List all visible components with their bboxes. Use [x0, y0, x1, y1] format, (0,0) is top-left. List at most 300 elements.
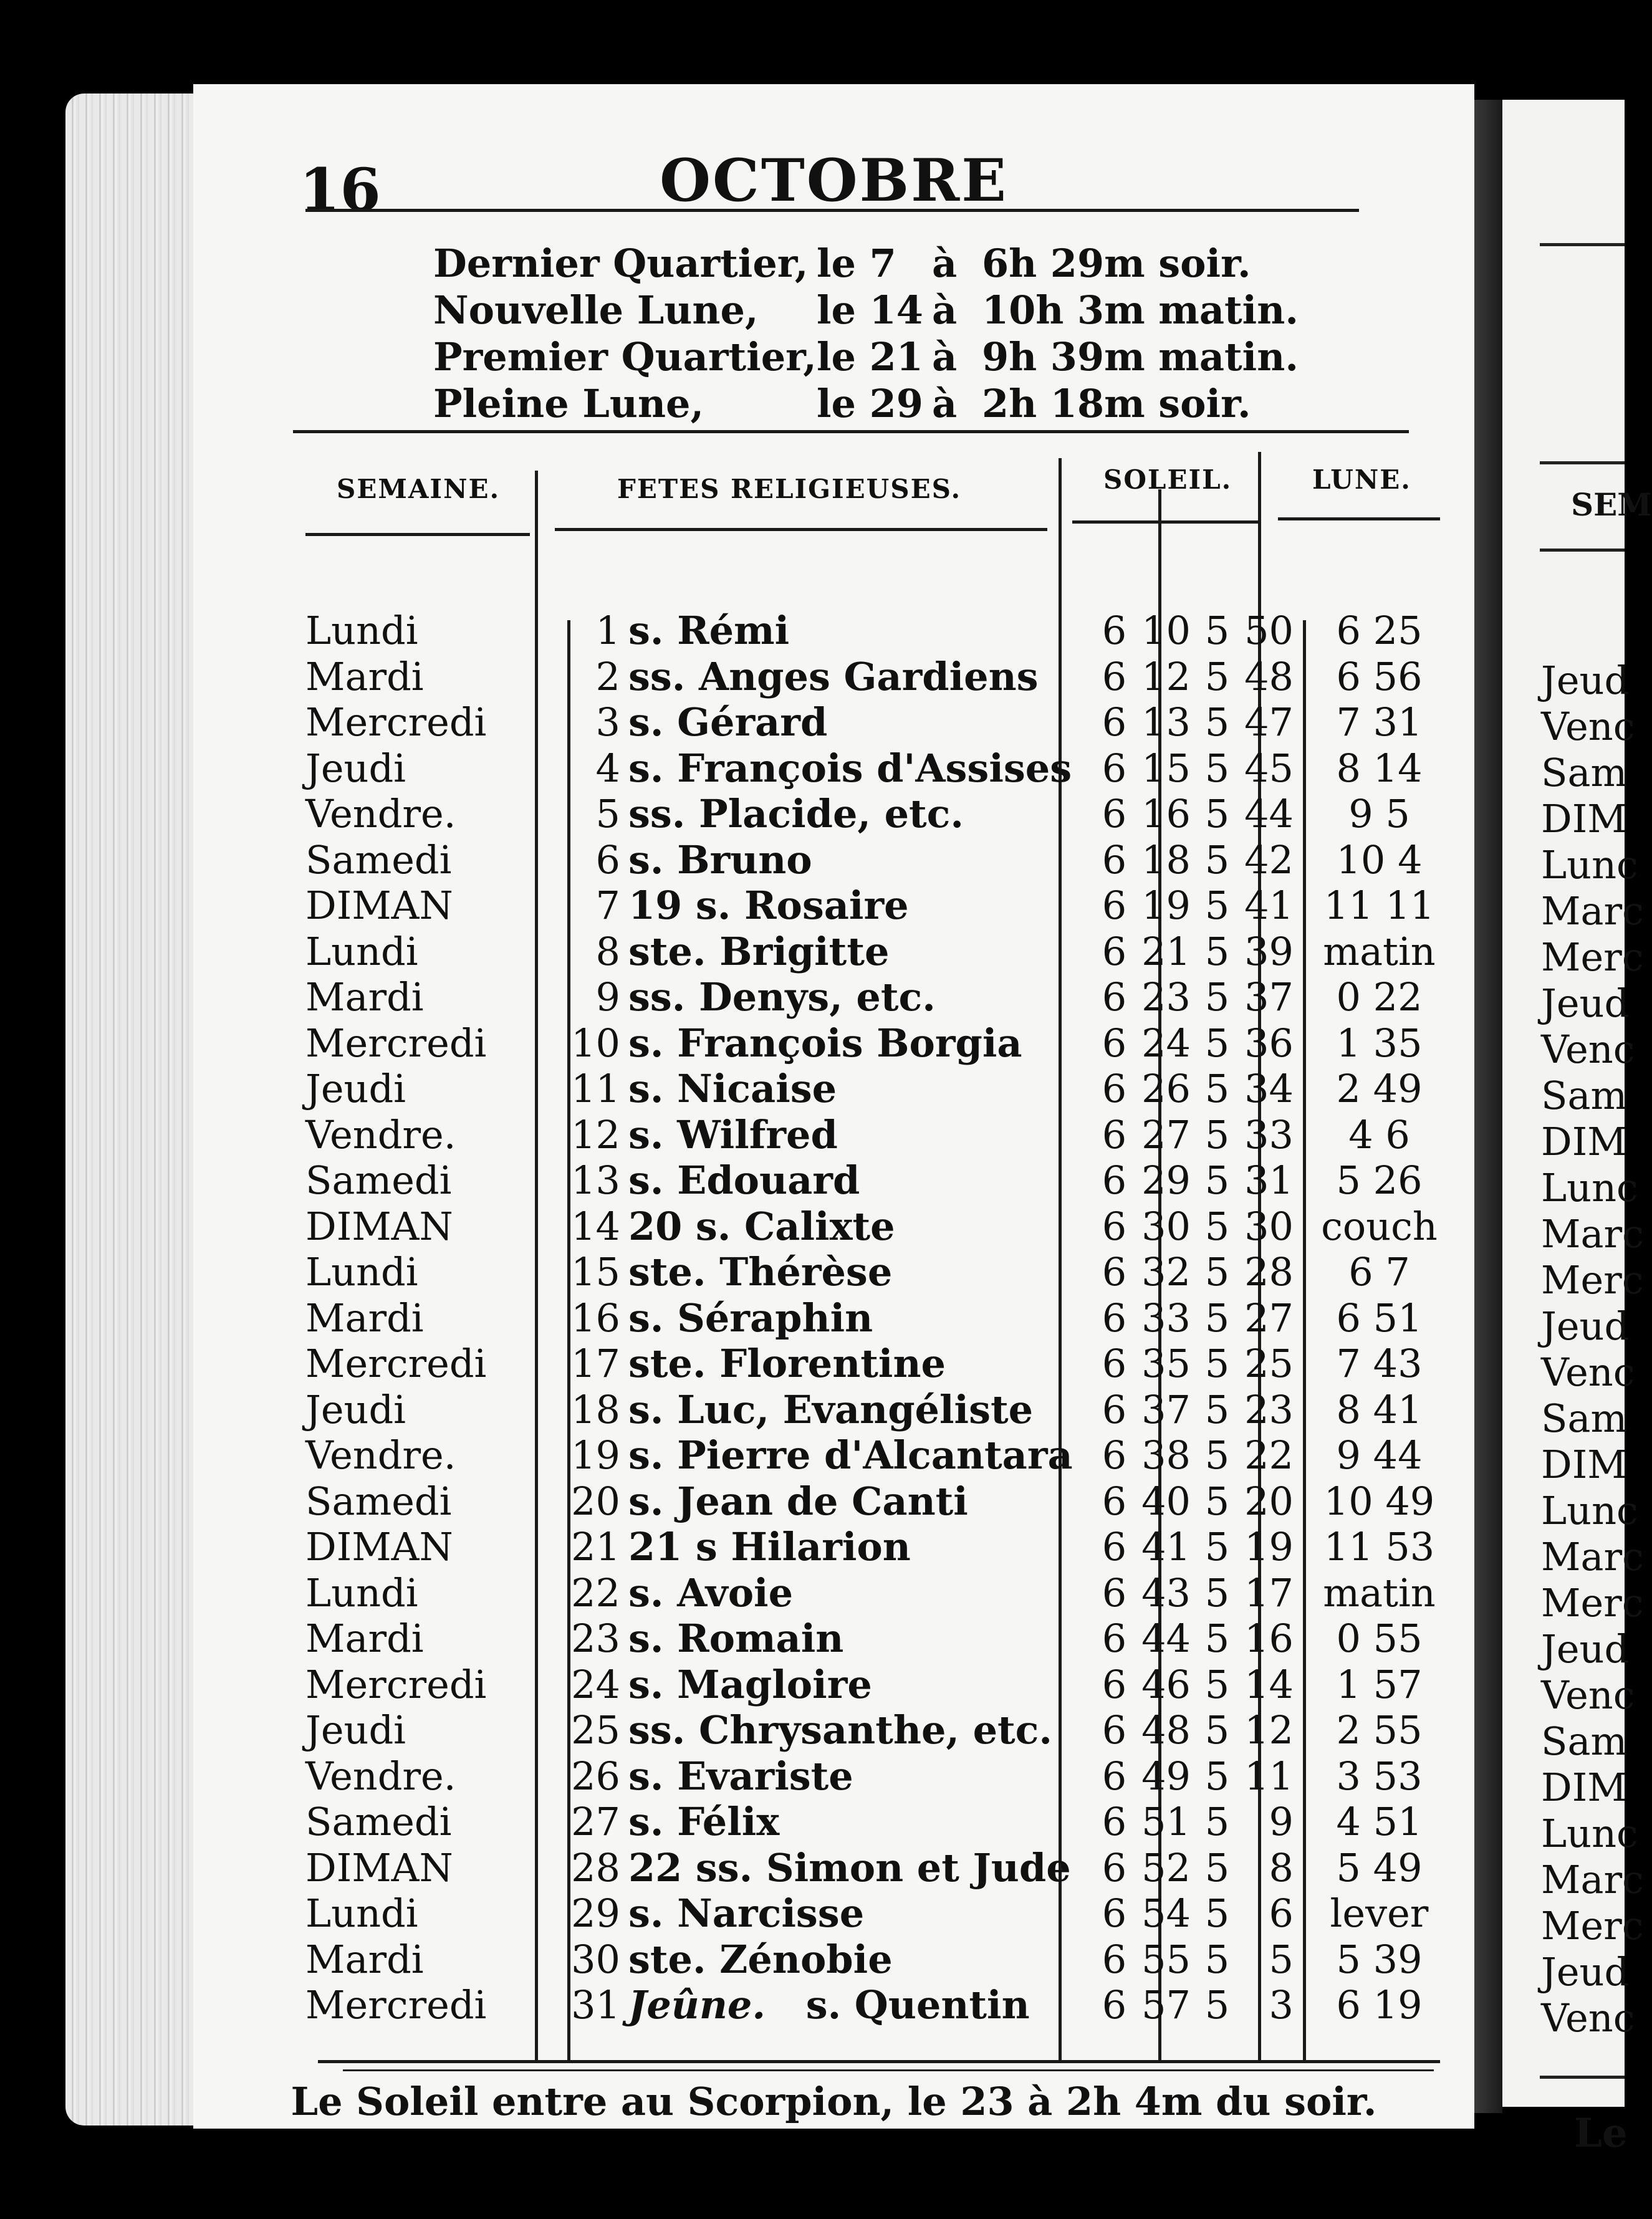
weekday-cell: Lundi [305, 928, 418, 974]
weekday-cell: Vendre. [305, 1111, 456, 1157]
date-cell: 2 [595, 653, 620, 699]
facing-day: Venc [1541, 1027, 1635, 1072]
facing-footer: Le [1574, 2110, 1628, 2157]
sunrise-minute-cell: 24 [1141, 1020, 1191, 1066]
moon-cell: 10 4 [1336, 836, 1423, 883]
moon-cell: 3 53 [1336, 1753, 1423, 1799]
table-row [305, 1799, 1453, 1845]
sunrise-minute-cell: 33 [1141, 1295, 1191, 1341]
facing-day: DIM [1541, 796, 1627, 841]
sunset-minute-cell: 25 [1244, 1341, 1294, 1386]
sunset-hour-cell: 5 [1204, 928, 1230, 974]
sunrise-hour-cell: 6 [1102, 1570, 1127, 1616]
date-cell: 13 [571, 1157, 620, 1203]
facing-day: Sam [1541, 1073, 1628, 1118]
facing-day: Merc [1541, 1257, 1644, 1303]
sunrise-hour-cell: 6 [1102, 1524, 1127, 1570]
date-cell: 28 [571, 1844, 620, 1891]
moon-cell: matin [1323, 928, 1436, 974]
sunrise-minute-cell: 19 [1141, 883, 1191, 928]
moon-cell: matin [1323, 1570, 1436, 1616]
sunset-hour-cell: 5 [1204, 974, 1230, 1020]
sunset-minute-cell: 3 [1269, 1982, 1294, 2028]
sunset-hour-cell: 5 [1204, 1066, 1230, 1111]
sunset-hour-cell: 5 [1204, 1524, 1230, 1570]
date-cell: 30 [571, 1936, 620, 1982]
sunrise-minute-cell: 32 [1141, 1249, 1191, 1295]
sunset-minute-cell: 37 [1244, 974, 1294, 1020]
moon-cell: 6 19 [1336, 1982, 1423, 2028]
date-cell: 26 [571, 1753, 620, 1799]
table-row [305, 837, 1453, 883]
sunset-minute-cell: 11 [1244, 1753, 1294, 1799]
feast-cell: s. Rémi [628, 608, 790, 653]
table-row [305, 699, 1453, 745]
sunset-hour-cell: 5 [1204, 1707, 1230, 1753]
weekday-cell: Mardi [305, 653, 424, 699]
facing-day: Sam [1541, 1718, 1628, 1764]
sunrise-hour-cell: 6 [1102, 1386, 1127, 1432]
feast-cell: s. Jean de Canti [628, 1478, 968, 1524]
sunset-minute-cell: 16 [1244, 1616, 1294, 1661]
table-row [305, 1937, 1453, 1983]
sunset-minute-cell: 30 [1244, 1203, 1294, 1249]
sunset-hour-cell: 5 [1204, 745, 1230, 791]
sunrise-minute-cell: 29 [1141, 1157, 1191, 1203]
sunrise-minute-cell: 26 [1141, 1066, 1191, 1111]
sunrise-minute-cell: 16 [1141, 791, 1191, 836]
date-cell: 11 [571, 1066, 620, 1111]
table-row [305, 1295, 1453, 1341]
moon-cell: 7 43 [1336, 1341, 1423, 1386]
feast-name: s. Quentin [805, 1982, 1030, 2028]
sunrise-minute-cell: 40 [1141, 1478, 1191, 1524]
header-lune: LUNE. [1312, 464, 1411, 495]
sunrise-hour-cell: 6 [1102, 1753, 1127, 1799]
weekday-cell: Vendre. [305, 791, 456, 836]
feast-cell: ss. Denys, etc. [628, 974, 936, 1020]
weekday-cell: DIMAN [305, 1524, 453, 1570]
table-row [305, 1524, 1453, 1570]
facing-day: DIM [1541, 1119, 1627, 1164]
sunrise-hour-cell: 6 [1102, 653, 1127, 699]
table-row [305, 1066, 1453, 1112]
table-row [305, 791, 1453, 837]
feast-cell: s. Gérard [628, 699, 828, 745]
sunrise-hour-cell: 6 [1102, 1249, 1127, 1295]
moon-cell: 6 7 [1348, 1249, 1410, 1295]
table-row [305, 1982, 1453, 2028]
moon-cell: 4 51 [1336, 1799, 1423, 1844]
facing-day: DIM [1541, 1442, 1627, 1487]
table-row [305, 1387, 1453, 1433]
facing-day: Merc [1541, 1580, 1644, 1626]
facing-page [1502, 100, 1652, 2157]
sunset-minute-cell: 50 [1244, 608, 1294, 653]
table-bottom-rule-2 [343, 2069, 1434, 2071]
sunrise-hour-cell: 6 [1102, 1936, 1127, 1982]
date-cell: 29 [571, 1891, 620, 1936]
facing-day: Jeud [1541, 1303, 1630, 1349]
date-cell: 9 [595, 974, 620, 1020]
facing-day: Merc [1541, 934, 1644, 980]
sunset-hour-cell: 5 [1204, 791, 1230, 836]
sunrise-minute-cell: 43 [1141, 1570, 1191, 1616]
moon-cell: 7 31 [1336, 699, 1423, 745]
weekday-cell: DIMAN [305, 1844, 453, 1891]
table-row [305, 929, 1453, 975]
table-bottom-rule [318, 2060, 1440, 2063]
header-rule-semaine [305, 533, 530, 536]
facing-day: Jeud [1541, 1949, 1630, 1995]
date-cell: 8 [595, 928, 620, 974]
table-row [305, 745, 1453, 792]
date-cell: 16 [571, 1295, 620, 1341]
sunrise-hour-cell: 6 [1102, 1844, 1127, 1891]
feast-cell: s. Luc, Evangéliste [628, 1386, 1034, 1432]
weekday-cell: Lundi [305, 1249, 418, 1295]
header-rule-lune [1278, 517, 1440, 520]
feast-cell: ste. Brigitte [628, 928, 890, 974]
sunset-hour-cell: 5 [1204, 1616, 1230, 1661]
month-title: OCTOBRE [660, 146, 1008, 215]
facing-day: Jeud [1541, 980, 1630, 1026]
sunrise-minute-cell: 10 [1141, 608, 1191, 653]
phases-rule [293, 430, 1409, 433]
sunrise-minute-cell: 55 [1141, 1936, 1191, 1982]
sunrise-minute-cell: 27 [1141, 1111, 1191, 1157]
sunset-hour-cell: 5 [1204, 1891, 1230, 1936]
sunrise-hour-cell: 6 [1102, 1478, 1127, 1524]
weekday-cell: DIMAN [305, 883, 453, 928]
sunset-minute-cell: 27 [1244, 1295, 1294, 1341]
feast-cell: s. François d'Assises [628, 745, 1072, 791]
table-row [305, 1249, 1453, 1295]
sunset-minute-cell: 12 [1244, 1707, 1294, 1753]
feast-cell: s. François Borgia [628, 1020, 1022, 1066]
feast-cell: s. Edouard [628, 1157, 860, 1203]
sunset-hour-cell: 5 [1204, 1753, 1230, 1799]
almanac-page: 16 OCTOBRE Dernier Quartier, le 7 à 6h 29m soir. Nouvelle Lune, le 14 à 10h 3m matin. Premier Quartier, le 21 à 9h 39m matin. Pleine Lune, le 29 à 2h 18m soir. SEMAINE. FETES RELIGIEUSES. SOLEIL. LUNE. Lundi 1 s. Rémi 6 10 5 50 6 25 Mardi 2 ss. Anges Gardiens 6 12 5 48 6 56 Mercredi 3 s. Gérard 6 13 5 47 7 31 Jeudi 4 s. François d'Assises 6 15 5 45 8 14 Vendre. 5 ss. Placide, etc. 6 16 5 44 9 5 Samedi 6 s. Bruno 6 18 5 42 10 4 DIMAN 7 19 s. Rosaire 6 19 5 41 11 11 Lundi 8 ste. Brigitte 6 21 5 39 matin Mardi 9 ss. Denys, etc. 6 23 5 37 0 22 Mercredi 10 s. François Borgia 6 24 5 36 1 35 Jeudi 11 s. Nicaise 6 26 5 34 2 49 Vendre. 12 s. Wilfred 6 27 5 33 4 6 Samedi 13 s. Edouard 6 29 5 31 5 26 DIMAN 14 20 s. Calixte 6 30 5 30 couch Lundi 15 ste. Thérèse 6 32 5 28 6 7 Mardi 16 s. Séraphin 6 33 5 27 6 51 Mercredi 17 ste. Florentine 6 35 5 25 7 43 Jeudi 18 s. Luc, Evangéliste 6 37 5 23 8 41 Vendre. 19 s. Pierre d'Alcantara 6 38 5 22 9 44 Samedi 20 s. Jean de Canti 6 40 5 20 10 49 DIMAN 21 21 s Hilarion 6 41 5 19 11 53 Lundi 22 s. Avoie 6 43 5 17 matin Mardi 23 s. Romain 6 44 5 16 0 55 Mercredi 24 s. Magloire 6 46 5 14 1 57 Jeudi 25 ss. Chrysanthe, etc. 6 48 5 12 2 55 Vendre. 26 s. Evariste 6 49 5 11 3 53 Samedi 27 s. Félix 6 51 5 9 4 51 DIMAN 28 22 ss. Simon et Jude 6 52 5 8 5 49 Lundi 29 s. Narcisse 6 54 5 6 lever Mardi 30 ste. Zénobie 6 55 5 5 5 39 Mercredi 31 Jeûne. s. Quentin 6 57 5 3 6 19 Le Soleil entre au Scorpion, le 23 à 2h 4m du soir. [193, 84, 1474, 2129]
weekday-cell: Mardi [305, 1295, 424, 1341]
date-cell: 3 [595, 699, 620, 745]
facing-day: Venc [1541, 1995, 1635, 2041]
sunrise-minute-cell: 30 [1141, 1203, 1191, 1249]
sunset-hour-cell: 5 [1204, 699, 1230, 745]
moon-cell: lever [1330, 1891, 1429, 1936]
table-row [305, 1570, 1453, 1616]
sunset-hour-cell: 5 [1204, 1341, 1230, 1386]
weekday-cell: Jeudi [305, 1066, 406, 1111]
sunset-minute-cell: 22 [1244, 1432, 1294, 1478]
sunset-hour-cell: 5 [1204, 1020, 1230, 1066]
sunset-minute-cell: 8 [1269, 1844, 1294, 1891]
date-cell: 7 [595, 883, 620, 928]
moon-cell: 2 49 [1336, 1066, 1423, 1111]
facing-day: Merc [1541, 1903, 1644, 1948]
table-row [305, 654, 1453, 700]
sunset-hour-cell: 5 [1204, 608, 1230, 653]
facing-day: Lunc [1541, 1811, 1638, 1856]
sunset-minute-cell: 19 [1244, 1524, 1294, 1570]
moon-cell: 10 49 [1323, 1478, 1435, 1524]
sunrise-hour-cell: 6 [1102, 1341, 1127, 1386]
sunrise-hour-cell: 6 [1102, 1295, 1127, 1341]
sunrise-minute-cell: 46 [1141, 1661, 1191, 1707]
weekday-cell: Samedi [305, 836, 452, 883]
facing-day: Marc [1541, 1857, 1644, 1902]
sunrise-hour-cell: 6 [1102, 974, 1127, 1020]
sunset-minute-cell: 34 [1244, 1066, 1294, 1111]
moon-cell: 9 44 [1336, 1432, 1423, 1478]
date-cell: 12 [571, 1111, 620, 1157]
header-rule-soleil [1072, 520, 1259, 524]
sunset-hour-cell: 5 [1204, 1570, 1230, 1616]
moon-cell: couch [1321, 1203, 1438, 1249]
moon-cell: 8 41 [1336, 1386, 1423, 1432]
sunset-minute-cell: 14 [1244, 1661, 1294, 1707]
facing-day: Lunc [1541, 1488, 1638, 1533]
sunset-minute-cell: 45 [1244, 745, 1294, 791]
weekday-cell: Jeudi [305, 1386, 406, 1432]
weekday-cell: Jeudi [305, 745, 406, 791]
facing-day-list [1541, 658, 1644, 2041]
facing-day: Marc [1541, 888, 1644, 934]
sunset-hour-cell: 5 [1204, 1111, 1230, 1157]
facing-rule [1540, 2076, 1625, 2079]
feast-cell: ss. Placide, etc. [628, 791, 964, 836]
date-cell: 23 [571, 1616, 620, 1661]
facing-day: Lunc [1541, 842, 1638, 888]
weekday-cell: Mercredi [305, 1982, 487, 2028]
moon-cell: 1 35 [1336, 1020, 1423, 1066]
weekday-cell: Samedi [305, 1157, 452, 1203]
weekday-cell: DIMAN [305, 1203, 453, 1249]
sunset-minute-cell: 28 [1244, 1249, 1294, 1295]
sunrise-minute-cell: 54 [1141, 1891, 1191, 1936]
sunset-hour-cell: 5 [1204, 1478, 1230, 1524]
sunset-minute-cell: 41 [1244, 883, 1294, 928]
date-cell: 15 [571, 1249, 620, 1295]
feast-cell: ste. Florentine [628, 1341, 946, 1386]
book-gutter [1474, 100, 1502, 2113]
date-cell: 25 [571, 1707, 620, 1753]
sunrise-hour-cell: 6 [1102, 883, 1127, 928]
sunset-hour-cell: 5 [1204, 836, 1230, 883]
table-row [305, 1753, 1453, 1800]
sunset-minute-cell: 5 [1269, 1936, 1294, 1982]
facing-rule [1540, 243, 1625, 246]
table-row [305, 974, 1453, 1020]
weekday-cell: Samedi [305, 1478, 452, 1524]
weekday-cell: Mercredi [305, 1020, 487, 1066]
facing-day: Sam [1541, 750, 1628, 795]
sunrise-minute-cell: 18 [1141, 836, 1191, 883]
sunrise-hour-cell: 6 [1102, 1982, 1127, 2028]
date-cell: 14 [571, 1203, 620, 1249]
page-number: 16 [299, 156, 381, 224]
table-row [305, 1112, 1453, 1158]
moon-cell: 0 22 [1336, 974, 1423, 1020]
feast-cell: s. Avoie [628, 1570, 794, 1616]
sunset-hour-cell: 5 [1204, 1249, 1230, 1295]
sunset-minute-cell: 33 [1244, 1111, 1294, 1157]
table-row [305, 1616, 1453, 1662]
sunrise-minute-cell: 13 [1141, 699, 1191, 745]
sunset-hour-cell: 5 [1204, 1661, 1230, 1707]
date-cell: 5 [595, 791, 620, 836]
table-row [305, 883, 1453, 929]
date-cell: 10 [571, 1020, 620, 1066]
table-row [305, 1845, 1453, 1891]
sunrise-minute-cell: 41 [1141, 1524, 1191, 1570]
sunrise-hour-cell: 6 [1102, 836, 1127, 883]
sunrise-hour-cell: 6 [1102, 608, 1127, 653]
moon-cell: 4 6 [1348, 1111, 1410, 1157]
sunrise-hour-cell: 6 [1102, 1432, 1127, 1478]
sunset-minute-cell: 20 [1244, 1478, 1294, 1524]
sunrise-hour-cell: 6 [1102, 1157, 1127, 1203]
weekday-cell: Samedi [305, 1799, 452, 1844]
sunset-hour-cell: 5 [1204, 1203, 1230, 1249]
table-row [305, 1479, 1453, 1525]
fast-day-label: Jeûne. [628, 1982, 766, 2028]
feast-cell: 19 s. Rosaire [628, 883, 909, 928]
moon-cell: 6 25 [1336, 608, 1423, 653]
table-row [305, 1707, 1453, 1753]
moon-cell: 5 26 [1336, 1157, 1423, 1203]
sunrise-minute-cell: 49 [1141, 1753, 1191, 1799]
sunrise-minute-cell: 38 [1141, 1432, 1191, 1478]
table-row [305, 1341, 1453, 1387]
sunrise-minute-cell: 35 [1141, 1341, 1191, 1386]
table-row [305, 1157, 1453, 1204]
feast-cell: ste. Thérèse [628, 1249, 893, 1295]
facing-day: Jeud [1541, 658, 1630, 703]
weekday-cell: Lundi [305, 1891, 418, 1936]
sunset-hour-cell: 5 [1204, 1982, 1230, 2028]
header-soleil: SOLEIL. [1103, 464, 1232, 495]
sunset-hour-cell: 5 [1204, 1295, 1230, 1341]
sunrise-hour-cell: 6 [1102, 1707, 1127, 1753]
sunset-minute-cell: 6 [1269, 1891, 1294, 1936]
facing-day: Venc [1541, 704, 1635, 749]
moon-cell: 8 14 [1336, 745, 1423, 791]
feast-cell: s. Narcisse [628, 1891, 865, 1936]
date-cell: 1 [595, 608, 620, 653]
header-rule-fetes [555, 528, 1047, 531]
facing-rule [1540, 461, 1625, 464]
sunrise-hour-cell: 6 [1102, 1661, 1127, 1707]
sunset-minute-cell: 44 [1244, 791, 1294, 836]
facing-day: DIM [1541, 1765, 1627, 1810]
book-page-edges [65, 93, 209, 2126]
date-cell: 6 [595, 836, 620, 883]
table-row [305, 1662, 1453, 1708]
moon-cell: 6 51 [1336, 1295, 1423, 1341]
table-row [305, 1432, 1453, 1479]
sunrise-hour-cell: 6 [1102, 1020, 1127, 1066]
sunrise-minute-cell: 15 [1141, 745, 1191, 791]
sunset-minute-cell: 39 [1244, 928, 1294, 974]
feast-cell: 21 s Hilarion [628, 1524, 911, 1570]
moon-cell: 0 55 [1336, 1616, 1423, 1661]
sunset-minute-cell: 17 [1244, 1570, 1294, 1616]
date-cell: 31 [571, 1982, 620, 2028]
table-row [305, 1891, 1453, 1937]
feast-cell: 22 ss. Simon et Jude [628, 1844, 1071, 1891]
weekday-cell: Lundi [305, 608, 418, 653]
moon-cell: 5 39 [1336, 1936, 1423, 1982]
feast-cell: 20 s. Calixte [628, 1203, 895, 1249]
moon-cell: 1 57 [1336, 1661, 1423, 1707]
sunrise-minute-cell: 21 [1141, 928, 1191, 974]
weekday-cell: Mardi [305, 974, 424, 1020]
weekday-cell: Mercredi [305, 1341, 487, 1386]
title-rule [305, 209, 1359, 212]
sunrise-hour-cell: 6 [1102, 1799, 1127, 1844]
feast-cell: ss. Chrysanthe, etc. [628, 1707, 1053, 1753]
feast-cell: ste. Zénobie [628, 1936, 893, 1982]
sunset-minute-cell: 42 [1244, 836, 1294, 883]
feast-cell: s. Bruno [628, 836, 812, 883]
header-fetes: FETES RELIGIEUSES. [617, 474, 962, 504]
feast-cell: s. Wilfred [628, 1111, 838, 1157]
table-row [305, 608, 1453, 654]
moon-cell: 9 5 [1348, 791, 1410, 836]
sunset-hour-cell: 5 [1204, 653, 1230, 699]
sunrise-minute-cell: 52 [1141, 1844, 1191, 1891]
sunrise-minute-cell: 48 [1141, 1707, 1191, 1753]
date-cell: 27 [571, 1799, 620, 1844]
feast-cell: s. Félix [628, 1799, 780, 1844]
feast-cell: s. Evariste [628, 1753, 853, 1799]
sunrise-hour-cell: 6 [1102, 928, 1127, 974]
facing-day: Marc [1541, 1211, 1644, 1257]
sunset-minute-cell: 47 [1244, 699, 1294, 745]
facing-day: Sam [1541, 1396, 1628, 1441]
sunrise-minute-cell: 44 [1141, 1616, 1191, 1661]
weekday-cell: Mercredi [305, 699, 487, 745]
feast-cell [628, 1982, 1030, 2028]
sunset-minute-cell: 36 [1244, 1020, 1294, 1066]
sunset-hour-cell: 5 [1204, 1157, 1230, 1203]
sunrise-minute-cell: 12 [1141, 653, 1191, 699]
sunset-minute-cell: 31 [1244, 1157, 1294, 1203]
sunset-hour-cell: 5 [1204, 1386, 1230, 1432]
weekday-cell: Jeudi [305, 1707, 406, 1753]
sunset-hour-cell: 5 [1204, 1799, 1230, 1844]
weekday-cell: Vendre. [305, 1753, 456, 1799]
feast-cell: ss. Anges Gardiens [628, 653, 1039, 699]
facing-day: Lunc [1541, 1165, 1638, 1210]
facing-day: Venc [1541, 1672, 1635, 1718]
sunrise-minute-cell: 57 [1141, 1982, 1191, 2028]
sunset-minute-cell: 9 [1269, 1799, 1294, 1844]
feast-cell: s. Nicaise [628, 1066, 837, 1111]
date-cell: 18 [571, 1386, 620, 1432]
sunrise-hour-cell: 6 [1102, 1616, 1127, 1661]
sunrise-hour-cell: 6 [1102, 1891, 1127, 1936]
sunrise-hour-cell: 6 [1102, 1066, 1127, 1111]
sunset-hour-cell: 5 [1204, 1844, 1230, 1891]
date-cell: 24 [571, 1661, 620, 1707]
footer-note: Le Soleil entre au Scorpion, le 23 à 2h 4m du soir. [291, 2079, 1377, 2124]
facing-rule [1540, 549, 1625, 552]
feast-cell: s. Magloire [628, 1661, 872, 1707]
facing-day: Jeud [1541, 1626, 1630, 1672]
weekday-cell: Vendre. [305, 1432, 456, 1478]
